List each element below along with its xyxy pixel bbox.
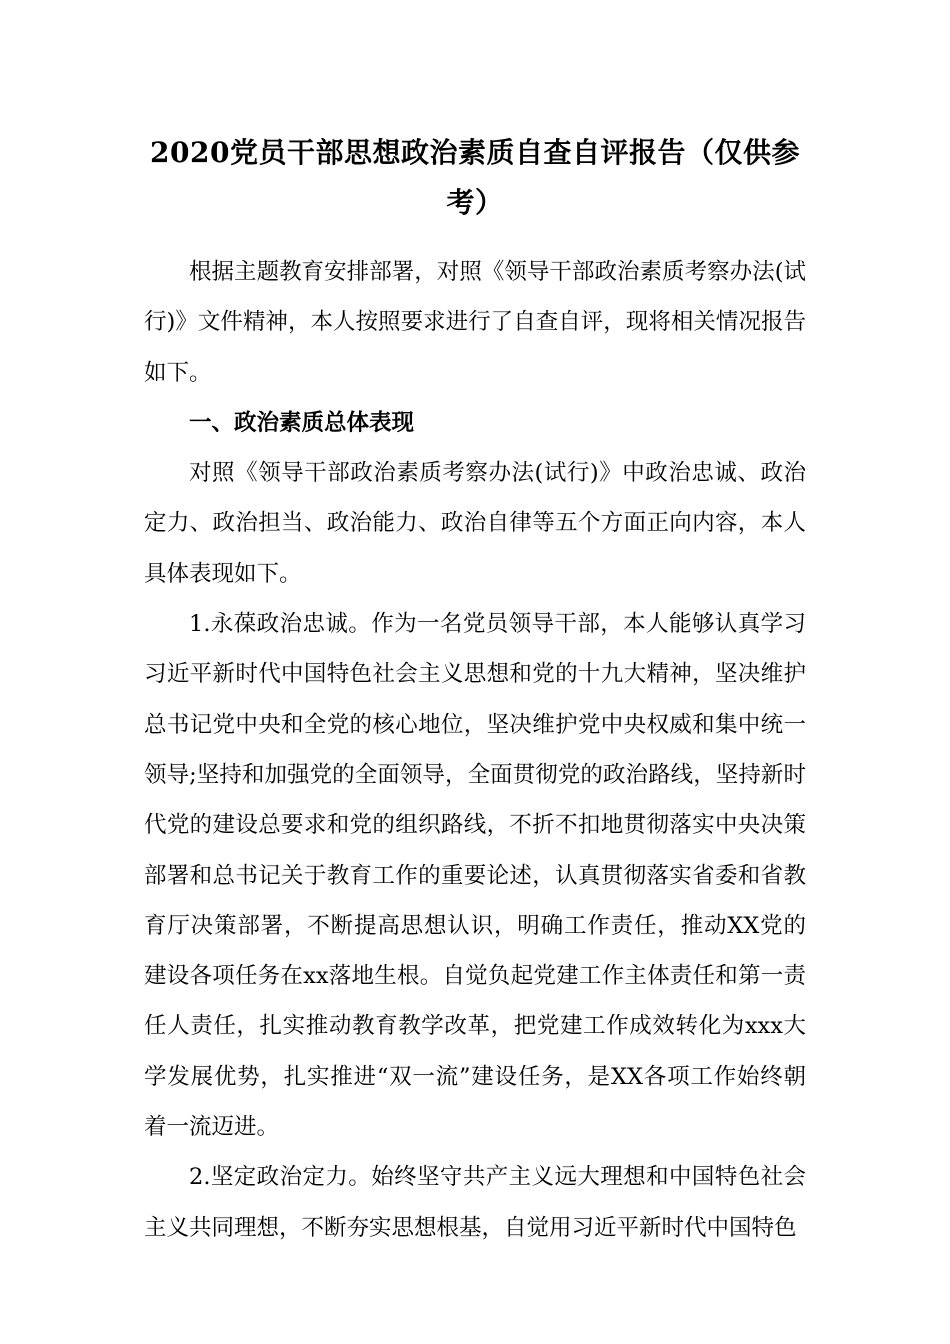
document-title: 2020党员干部思想政治素质自查自评报告（仅供参考） xyxy=(150,136,800,219)
document-body xyxy=(144,128,806,1253)
item-political-steadfastness: 2.坚定政治定力。始终坚守共产主义远大理想和中国特色社会主义共同理想，不断夯实思想根基，自觉用习近平新时代中国特色 xyxy=(144,1164,806,1241)
section-intro-paragraph: 对照《领导干部政治素质考察办法(试行)》中政治忠诚、政治定力、政治担当、政治能力、政治自律等五个方面正向内容，本人具体表现如下。 xyxy=(144,460,806,587)
intro-paragraph: 根据主题教育安排部署，对照《领导干部政治素质考察办法(试行)》文件精神，本人按照要求进行了自查自评，现将相关情况报告如下。 xyxy=(144,259,806,386)
section-heading-political-quality: 一、政治素质总体表现 xyxy=(189,409,415,436)
item-political-loyalty: 1.永葆政治忠诚。作为一名党员领导干部，本人能够认真学习习近平新时代中国特色社会主义思想和党的十九大精神，坚决维护总书记党中央和全党的核心地位，坚决维护党中央权威和集中统一领导;坚持和加强党的全面领导，全面贯彻党的政治路线，坚持新时代党的建设总要求和党的组织路线，不折不扣地贯彻落实中央决策部署和总书记关于教育工作的重要论述，认真贯彻落实省委和省教育厅决策部署，不断提高思想认识，明确工作责任，推动XX党的建设各项任务在xx落地生根。自觉负起党建工作主体责任和第一责任人责任，扎实推动教育教学改革，把党建工作成效转化为xxx大学发展优势，扎实推进“双一流”建设任务，是XX各项工作始终朝着一流迈进。 xyxy=(144,611,806,1141)
